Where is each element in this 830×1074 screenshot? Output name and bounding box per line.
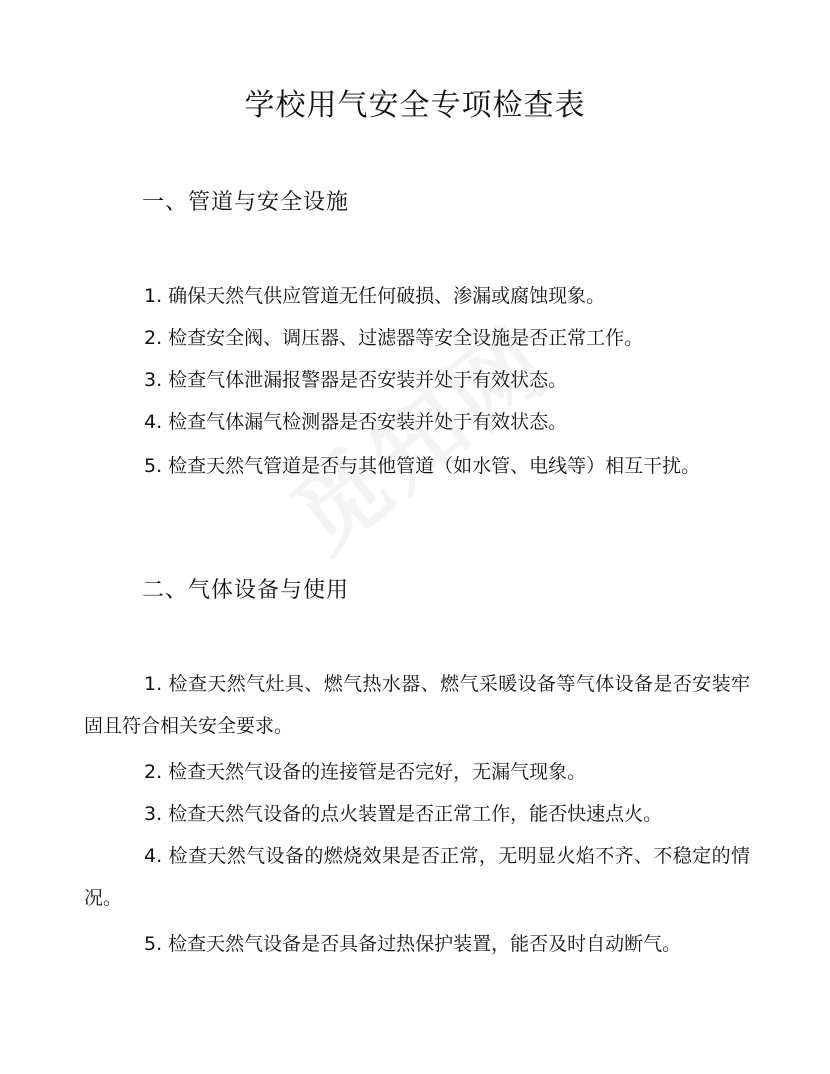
section2-item-5: 5. 检查天然气设备是否具备过热保护装置，能否及时自动断气。 — [144, 933, 682, 955]
section2-item-2: 2. 检查天然气设备的连接管是否完好，无漏气现象。 — [144, 761, 587, 783]
section2-item-3: 3. 检查天然气设备的点火装置是否正常工作，能否快速点火。 — [144, 803, 663, 825]
section-heading-pipes: 一、管道与安全设施 — [142, 190, 350, 215]
section2-item-4: 4. 检查天然气设备的燃烧效果是否正常，无明显火焰不齐、不稳定的情况。 — [84, 845, 750, 909]
section1-item-4: 4. 检查气体漏气检测器是否安装并处于有效状态。 — [144, 411, 568, 433]
section-heading-equipment: 二、气体设备与使用 — [142, 578, 350, 603]
section1-item-5: 5. 检查天然气管道是否与其他管道（如水管、电线等）相互干扰。 — [144, 455, 701, 477]
section1-item-3: 3. 检查气体泄漏报警器是否安装并处于有效状态。 — [144, 369, 568, 391]
section1-item-2: 2. 检查安全阀、调压器、过滤器等安全设施是否正常工作。 — [144, 327, 644, 349]
section1-item-1: 1. 确保天然气供应管道无任何破损、渗漏或腐蚀现象。 — [144, 285, 606, 307]
section2-item-1: 1. 检查天然气灶具、燃气热水器、燃气采暖设备等气体设备是否安装牢固且符合相关安全要求。 — [84, 673, 750, 737]
page-title: 学校用气安全专项检查表 — [244, 88, 586, 123]
